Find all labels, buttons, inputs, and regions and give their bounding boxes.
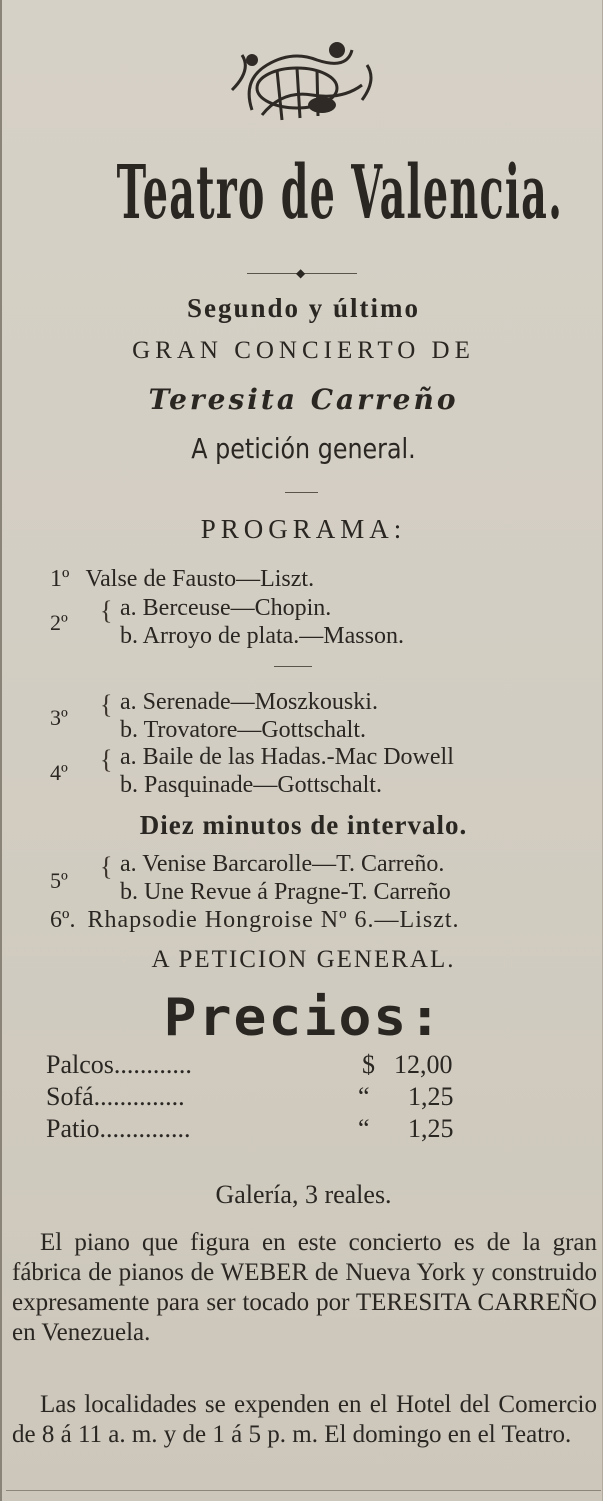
price-dots: .............. — [99, 1114, 191, 1143]
brace-icon: { — [100, 852, 113, 881]
item-number: 4º — [50, 760, 68, 785]
lyre-ornament-icon — [222, 30, 382, 130]
item-text: Valse de Fausto—Liszt. — [85, 566, 315, 592]
price-row — [46, 1114, 476, 1144]
item-number: 2º — [50, 610, 68, 635]
item-part-a: a. Venise Barcarolle—T. Carreño. — [120, 851, 445, 877]
brace-icon: { — [100, 745, 113, 774]
price-ditto: “ — [358, 1114, 370, 1143]
program-item — [50, 907, 460, 934]
item-part-a: a. Serenade—Moszkouski. — [120, 689, 378, 715]
price-value: 1,25 — [408, 1114, 454, 1143]
price-dots: .............. — [93, 1082, 185, 1111]
intermission-note: Diez minutos de intervalo. — [139, 810, 468, 840]
price-ditto: “ — [358, 1082, 370, 1111]
bottom-rule — [6, 1490, 601, 1491]
piano-note: El piano que figura en este concierto es de la gran fábrica de pianos de WEBER de Nueva York y construido expresamente para ser tocado por TERESITA CARREÑO en Venezuela. — [12, 1229, 597, 1346]
prices-heading: Precios: — [163, 988, 444, 1048]
gallery-price: Galería, 3 reales. — [215, 1180, 392, 1209]
program-item — [50, 566, 314, 593]
artist-name: Teresita Carreño — [148, 383, 459, 416]
item-text: Rhapsodie Hongroise Nº 6.—Liszt. — [87, 907, 460, 933]
brace-icon: { — [100, 596, 113, 625]
price-label: Palcos — [46, 1050, 114, 1079]
price-label: Patio — [46, 1114, 100, 1143]
price-row — [46, 1050, 476, 1080]
item-part-a: a. Baile de las Hadas.-Mac Dowell — [120, 744, 454, 770]
divider — [274, 666, 312, 667]
price-value: 12,00 — [394, 1050, 453, 1079]
price-dots: ............ — [113, 1050, 192, 1079]
item-part-b: b. Une Revue á Pragne-T. Carreño — [120, 879, 451, 905]
subtitle: Segundo y último — [186, 293, 421, 323]
item-part-a: a. Berceuse—Chopin. — [120, 595, 332, 621]
price-value: 1,25 — [408, 1082, 454, 1111]
item-part-b: b. Pasquinade—Gottschalt. — [120, 772, 382, 798]
request-line: A PETICION GENERAL. — [151, 946, 456, 973]
price-label: Sofá — [46, 1082, 94, 1111]
item-part-b: b. Trovatore—Gottschalt. — [120, 717, 366, 743]
price-row — [46, 1082, 476, 1112]
tickets-note: Las localidades se expenden en el Hotel del Comercio de 8 á 11 a. m. y de 1 á 5 p. m. El domingo en el Teatro. — [12, 1391, 597, 1448]
item-number: 1º — [50, 566, 70, 592]
item-part-b: b. Arroyo de plata.—Masson. — [120, 623, 404, 649]
concert-heading: GRAN CONCIERTO DE — [132, 337, 475, 364]
item-number: 6º. — [50, 907, 76, 933]
request-line: A petición general. — [191, 432, 416, 465]
price-currency: $ — [362, 1050, 375, 1079]
divider-ornament-icon: ◆ — [296, 266, 306, 280]
page-title: Teatro de Valencia. — [116, 150, 564, 237]
divider — [285, 492, 318, 493]
item-number: 3º — [50, 705, 68, 730]
item-number: 5º — [50, 868, 68, 893]
program-heading: PROGRAMA: — [200, 514, 407, 544]
brace-icon: { — [100, 690, 113, 719]
